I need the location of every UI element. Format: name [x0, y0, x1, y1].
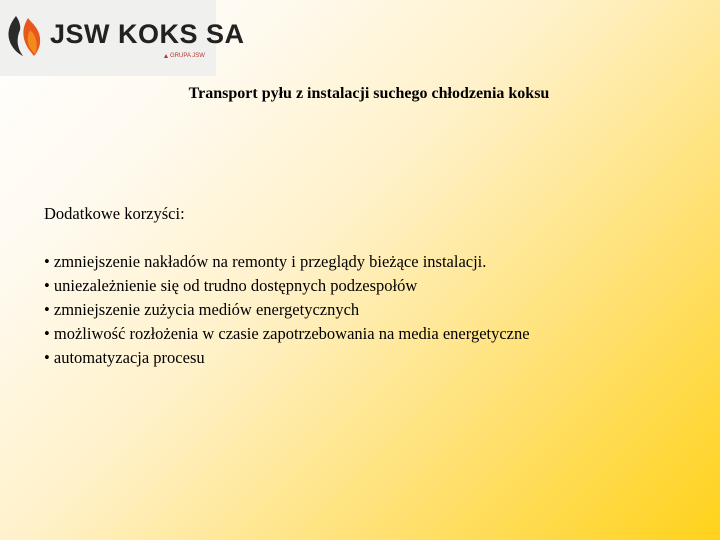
company-logo	[0, 0, 245, 76]
benefit-item: • zmniejszenie zużycia mediów energetycznych	[44, 300, 360, 319]
benefits-section	[44, 202, 530, 370]
slide-title: Transport pyłu z instalacji suchego chłodzenia koksu	[188, 85, 550, 102]
logo-group-label: GRUPA JSW	[170, 53, 205, 59]
benefits-heading: Dodatkowe korzyści:	[44, 204, 185, 223]
group-mark-icon	[163, 53, 169, 59]
benefit-item: • możliwość rozłożenia w czasie zapotrzebowania na media energetyczne	[44, 324, 530, 343]
benefit-item: • zmniejszenie nakładów na remonty i przeglądy bieżące instalacji.	[44, 252, 487, 271]
benefit-item: • automatyzacja procesu	[44, 348, 205, 367]
logo-wordmark: JSW KOKS SA	[50, 19, 245, 49]
flame-logo-icon	[6, 14, 42, 58]
benefit-item: • uniezależnienie się od trudno dostępnych podzespołów	[44, 276, 418, 295]
